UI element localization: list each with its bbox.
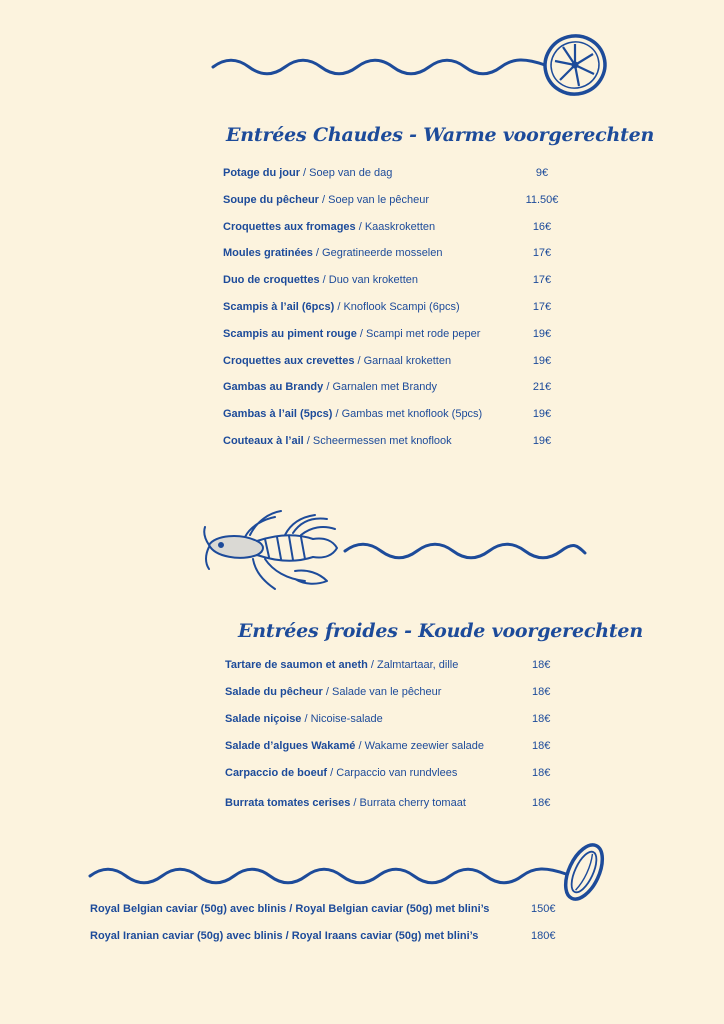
menu-item — [223, 217, 582, 237]
menu-item-price: 18€ — [532, 767, 551, 779]
menu-item-dutch-name: Duo van kroketten — [328, 274, 419, 287]
menu-item-price: 18€ — [532, 713, 551, 725]
menu-item-french-name: Croquettes aux crevettes — [223, 354, 355, 367]
menu-item-price: 19€ — [532, 354, 552, 367]
menu-item-separator: / — [312, 247, 323, 260]
menu-item-dutch-name: Knoflook Scampi (6pcs) — [343, 301, 460, 313]
menu-item-separator: / — [323, 381, 333, 394]
menu-item-french-name: Burrata tomates cerises — [225, 797, 351, 809]
menu-item-name — [223, 297, 460, 317]
caviar-item-name: Royal Iranian caviar (50g) avec blinis / Royal Iraans caviar (50g) met blini’s — [90, 930, 479, 942]
menu-item-separator: / — [350, 797, 360, 809]
menu-item-dutch-name: Scheermessen met knoflook — [312, 435, 452, 447]
lemon-slice-icon — [539, 29, 612, 101]
menu-item-name — [223, 217, 435, 237]
menu-item-separator: / — [354, 354, 364, 367]
menu-item-name — [225, 655, 458, 675]
menu-item-french-name: Moules gratinées — [223, 247, 313, 260]
menu-item-price: 18€ — [532, 740, 551, 752]
menu-item — [223, 351, 582, 371]
caviar-item-price: 150€ — [531, 903, 556, 915]
bottom-wave-decoration — [80, 836, 620, 906]
menu-item-name — [225, 682, 441, 702]
menu-item-dutch-name: Salade van le pêcheur — [331, 686, 442, 698]
menu-item-dutch-name: Kaaskroketten — [364, 220, 436, 233]
menu-item-price: 21€ — [532, 381, 552, 394]
menu-item — [223, 163, 582, 183]
menu-item-name — [223, 404, 482, 424]
menu-item-separator: / — [355, 220, 365, 233]
menu-item-name — [223, 324, 480, 344]
menu-item-name — [223, 431, 452, 451]
menu-item-price: 19€ — [532, 327, 552, 340]
menu-item-separator: / — [300, 167, 310, 179]
menu-item — [223, 404, 582, 424]
menu-item-name — [223, 243, 443, 263]
menu-item-name — [225, 793, 466, 813]
menu-item-dutch-name: Scampi met rode peper — [366, 327, 481, 340]
menu-item-french-name: Couteaux à l’ail — [223, 435, 304, 447]
menu-item-dutch-name: Zalmtartaar, dille — [377, 659, 459, 671]
menu-item — [225, 763, 592, 783]
menu-item-price: 17€ — [532, 301, 552, 313]
menu-item — [225, 709, 592, 729]
menu-item-name — [223, 351, 451, 371]
menu-item — [223, 270, 582, 290]
menu-item-price: 18€ — [532, 659, 551, 671]
caviar-item-price: 180€ — [531, 930, 556, 942]
menu-item — [225, 682, 592, 702]
menu-item — [223, 190, 582, 210]
menu-item-price: 16€ — [532, 220, 552, 233]
menu-item-separator: / — [355, 740, 365, 752]
caviar-item — [90, 899, 581, 919]
menu-item-french-name: Carpaccio de boeuf — [225, 767, 328, 779]
menu-item-name — [223, 270, 418, 290]
menu-item-french-name: Duo de croquettes — [223, 274, 320, 287]
menu-item-separator: / — [332, 408, 342, 421]
menu-item — [223, 377, 582, 397]
menu-item-french-name: Croquettes aux fromages — [223, 220, 356, 233]
menu-item-french-name: Gambas au Brandy — [223, 381, 324, 394]
menu-item-name — [223, 163, 392, 183]
wave-line-icon — [213, 60, 545, 74]
menu-item — [223, 324, 582, 344]
menu-item-separator: / — [322, 686, 332, 698]
cold-section-title: Entrées froides - Koude voorgerechten — [238, 620, 643, 642]
menu-item-french-name: Scampis au piment rouge — [223, 327, 357, 340]
menu-item-price: 17€ — [532, 247, 552, 260]
menu-item-french-name: Gambas à l’ail (5pcs) — [223, 408, 333, 421]
menu-item-price: 9€ — [535, 167, 549, 179]
menu-item — [223, 243, 582, 263]
menu-item-dutch-name: Gambas met knoflook (5pcs) — [341, 408, 483, 421]
menu-item-dutch-name: Garnaal kroketten — [363, 354, 452, 367]
caviar-item-name: Royal Belgian caviar (50g) avec blinis / Royal Belgian caviar (50g) met blini’s — [90, 903, 490, 915]
menu-item-separator: / — [334, 301, 344, 313]
menu-item-french-name: Potage du jour — [223, 167, 300, 179]
menu-item-name — [223, 190, 429, 210]
top-wave-decoration — [205, 25, 625, 105]
wave-line-icon — [90, 869, 566, 883]
middle-wave-decoration — [195, 505, 595, 605]
wave-line-icon — [345, 544, 585, 558]
menu-item-price: 19€ — [532, 435, 552, 447]
menu-item — [225, 736, 592, 756]
menu-item-separator: / — [318, 193, 329, 206]
menu-item-name — [225, 736, 484, 756]
menu-item — [223, 431, 582, 451]
menu-item-separator: / — [303, 435, 313, 447]
menu-item-price: 11.50€ — [525, 193, 559, 206]
menu-item-name — [225, 709, 383, 729]
menu-item-separator: / — [319, 274, 329, 287]
menu-item — [225, 793, 592, 813]
menu-item-name — [223, 377, 437, 397]
menu-item — [223, 297, 582, 317]
menu-item-separator: / — [327, 767, 337, 779]
menu-item-price: 18€ — [532, 686, 551, 698]
menu-item-dutch-name: Garnalen met Brandy — [332, 381, 437, 394]
menu-item-separator: / — [301, 713, 311, 725]
menu-item-french-name: Salade niçoise — [225, 713, 302, 725]
lobster-icon — [204, 511, 337, 589]
menu-item-french-name: Salade d’algues Wakamé — [225, 740, 356, 752]
menu-item-separator: / — [367, 659, 378, 671]
menu-item-dutch-name: Gegratineerde mosselen — [322, 247, 443, 260]
menu-item-french-name: Soupe du pêcheur — [223, 193, 319, 206]
menu-item-price: 17€ — [532, 274, 552, 287]
menu-item — [225, 655, 592, 675]
menu-item-dutch-name: Carpaccio van rundvlees — [336, 767, 458, 779]
hot-section-title: Entrées Chaudes - Warme voorgerechten — [226, 124, 655, 146]
menu-item-price: 18€ — [532, 797, 551, 809]
menu-item-price: 19€ — [532, 408, 552, 421]
menu-item-dutch-name: Burrata cherry tomaat — [359, 797, 466, 809]
menu-item-dutch-name: Wakame zeewier salade — [364, 740, 485, 752]
menu-item-dutch-name: Nicoise-salade — [310, 713, 383, 725]
menu-item-french-name: Scampis à l’ail (6pcs) — [223, 301, 335, 313]
menu-item-name — [225, 763, 457, 783]
menu-item-french-name: Tartare de saumon et aneth — [225, 659, 368, 671]
caviar-item — [90, 926, 581, 946]
menu-item-dutch-name: Soep van de dag — [309, 167, 393, 179]
mussel-icon — [558, 839, 610, 904]
menu-item-dutch-name: Soep van le pêcheur — [328, 193, 430, 206]
menu-item-french-name: Salade du pêcheur — [225, 686, 323, 698]
menu-item-separator: / — [356, 327, 367, 340]
